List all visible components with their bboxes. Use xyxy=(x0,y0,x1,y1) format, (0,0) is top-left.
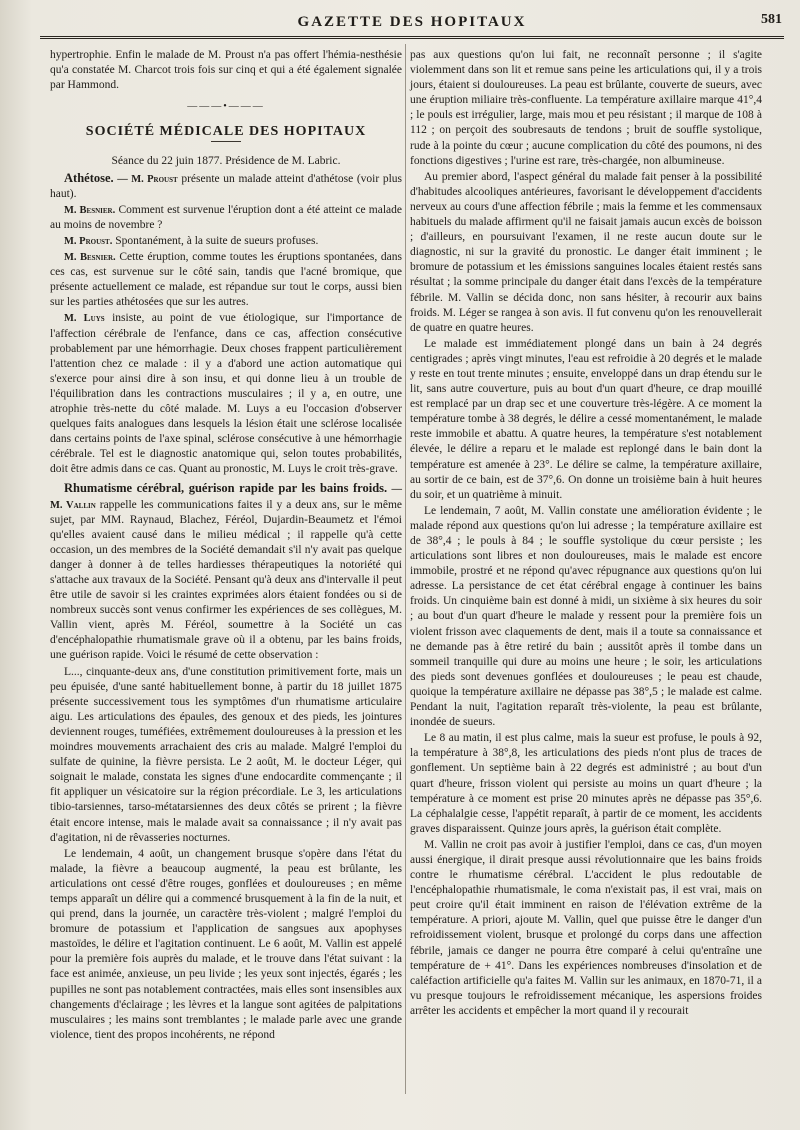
speaker-besnier: M. Besnier. xyxy=(64,252,116,264)
paragraph-rhumatisme xyxy=(50,481,402,663)
running-title: GAZETTE DES HOPITAUX xyxy=(297,14,527,30)
paragraph-lendemain: Le lendemain, 4 août, un changement brusque s'opère dans l'état du malade, la fièvre a beaucoup augmenté, la peau est brûlante, les articulations ont cessé d'être rouges, gonflées et douloureuses ; en même temps apparaît un délire qui a commencé brusquement à la fin de la nuit, et qui prend, dans la journée, un caractère très-violent ; malgré l'emploi du bromure de potassium et l'application de sangsues aux apophyses mastoïdes, le délire et l'agitation continuent. Le 6 août, M. Vallin est appelé pour la première fois auprès du malade, et le trouve dans l'état suivant : la face est animée, anxieuse, un peu livide ; les yeux sont injectés, égarés ; les pupilles ne sont pas notablement contractées, mais elles sont insensibles aux changements d'éclairage ; les lèvres et la langue sont agitées de palpitations musculaires ; les mains sont tremblantes ; le malade parle avec une grande violence, tient des propos incohérents, ne répond xyxy=(50,847,402,1041)
text-besnier-2: Cette éruption, comme toutes les éruptions spontanées, dans ces cas, est survenue sur le côté sain, tandis que l'acné bromique, que présente actuellement ce malade, est répandue sur tout le corps, aussi bien sur les parties athétosées que sur les autres. xyxy=(50,251,403,309)
paragraph-besnier-2 xyxy=(50,250,402,310)
paragraph-proust xyxy=(50,234,402,249)
session-line: Séance du 22 juin 1877. Présidence de M. Labric. xyxy=(111,155,341,168)
text-athetose: présente un malade atteint d'athétose (voir plus haut). xyxy=(50,172,403,200)
page-header xyxy=(40,8,784,39)
ornament-divider: ———•——— xyxy=(187,101,265,113)
paragraph-continuation: pas aux questions qu'on lui fait, ne reconnaît personne ; il s'agite violemment dans son lit et remue sans peine les articulations qui, il y a trois jours, étaient si douloureuses. La peau est brûlante, couverte de sueurs, avec une éruption miliaire très-confluente. La température axillaire marque 41°,4 ; le pouls est irrégulier, large, mais mou et peu résistant ; il marque de 108 à 112 ; on perçoit des soubresauts de tendons ; bruit de souffle systolique, rude à la pointe du cœur ; aucune complication du côté des poumons, ni des fonctions digestives ; l'urine est rare, très-chargée, non albumineuse. xyxy=(410,49,762,167)
paragraph-8-aout: Le 8 au matin, il est plus calme, mais la sueur est profuse, le pouls à 92, la température à 38°,8, les articulations des pieds n'ont plus de traces de gonflement. Un septième bain à 22 degrés est administré ; au bout d'un quart d'heure, frisson violent qui persiste au moins un quart d'heure ; la température à ce moment est prise 20 minutes après ne dépasse pas 35°,6. La céphalalgie cesse, l'appétit reparaît, à partir de ce moment, les accidents graves disparaissent. Quinze jours après, la guérison était complète. xyxy=(410,732,762,835)
paragraph-bain: Le malade est immédiatement plongé dans un bain à 24 degrés centigrades ; après vingt minutes, l'eau est refroidie à 20 degrés et le malade y reste en tout trente minutes ; ensuite, enveloppé dans un drap étendu sur le lit, sans autre couverture, puis au bout d'un quart d'heure, ce drap mouillé est remplacé par un drap sec et une couverture très-légère. A ce moment la température tombe à 38 degrés, le délire a cessé momentanément, le malade reste immobile et abattu. A quatre heures, la température s'est notablement élevée, le délire a reparu et le malade est replongé dans le bain dont la température est amenée à 23°. Le délire se calme, la température axillaire, au sortir de ce bain, est de 37°,6. On donne un troisième bain à huit heures du soir, et un quatrième à minuit. xyxy=(410,337,762,501)
paragraph-7-aout: Le lendemain, 7 août, M. Vallin constate une amélioration évidente ; le malade répond aux questions qu'on lui adresse ; la température axillaire est de 38°,4 ; le pouls à 84 ; le souffle systolique du cœur persiste ; les articulations sont libres et non douloureuses, mais le malade est encore immobile, prostré et ne répond qu'avec répugnance aux questions qu'on lui adresse. La persistance de cet état cérébral engage à continuer les bains froids. Un cinquième bain est donné à midi, un sixième à six heures du soir ; au bout d'un quart d'heure le malade y ressent pour la première fois un violent frisson avec claquements de dent, mais il a toute sa connaissance et ne demande pas à être retiré du bain ; aussitôt après il tombe dans un sommeil tranquille qui dure au moins une heure ; le soir, les articulations des pieds sont devenues gonflées et douloureuses ; le peau est chaude, quoique la température axillaire ne dépasse pas 38°,5 ; le malade est calme. Pendant la nuit, l'agitation reparaît très-violente, la peau est brûlante, inondée de sueurs. xyxy=(410,504,762,729)
rubric-athetose: Athétose. xyxy=(64,170,114,185)
speaker-proust: — M. Proust xyxy=(117,173,178,185)
speaker-luys: M. Luys xyxy=(64,313,105,325)
speaker-besnier: M. Besnier. xyxy=(64,204,116,216)
right-column xyxy=(410,48,762,1020)
text-rhumatisme: rappelle les communications faites il y a deux ans, sur le même sujet, par MM. Raynaud, Blachez, Féréol, Dujardin-Beaumetz et l'émoi qu'elles avaient causé dans le milieu médical ; il rappelle qu'à cette occasion, un des membres de la Société demandait s'il n'y avait pas quelque danger à donner à de telles hardiesses thérapeutiques la notoriété qui s'attache aux travaux de la Société. Pensant qu'à deux ans d'intervalle il peut être utile de savoir si les craintes exprimées alors étaient fondées ou si de nombreux succès sont venus confirmer les expériences de ses collègues, M. Vallin vient, après M. Féréol, soumettre à la Société un cas d'encéphalopathie rhumatismale grave où il a obtenu, par les bains froids, une guérison rapide. Voici le résumé de cette observation : xyxy=(50,498,403,662)
left-column xyxy=(50,48,402,1044)
speaker-proust: M. Proust. xyxy=(64,235,113,247)
paragraph-hypertrophie: hypertrophie. Enfin le malade de M. Proust n'a pas offert l'hémia-nesthésie qu'a constatée M. Charcot trois fois sur cinq et qui a été également signalée par Hammond. xyxy=(50,49,402,92)
text-proust: Spontanément, à la suite de sueurs profuses. xyxy=(115,234,319,247)
text-besnier-1: Comment est survenue l'éruption dont a été atteint ce malade au moins de novembre ? xyxy=(50,203,403,231)
paragraph-premier-abord: Au premier abord, l'aspect général du malade fait penser à la possibilité d'habitudes alcooliques antérieures, favorisant le développement d'accidents nerveux au cours d'une affection fébrile ; mais la femme et les commensaux habituels du malade affirment qu'il ne faisait jamais aucun excès de boisson ; d'ailleurs, en poursuivant l'examen, il ne reste aucun doute sur le diagnostic, ni sur la gravité du pronostic. Le danger était imminent ; le bromure de potassium et les émissions sanguines locales étaient restés sans résultat ; la somme principale du danger était dans l'excès de la température fébrile. M. Vallin se décida donc, non sans hésiter, à recourir aux bains froids. M. Léger se rangea à son avis. Il fut convenu qu'on les renouvellerait de quatre en quatre heures. xyxy=(410,170,762,334)
text-luys: insiste, au point de vue étiologique, sur l'importance de l'affection cérébrale de l'enfance, dans ce cas, affection consécutive probablement par une hémorrhagie. Deux choses frappent particulièrement l'attention chez ce malade : il y a d'abord une action automatique qui s'exerce pour ainsi dire à son insu, et qui donne lieu à un trouble de l'équilibration dans les contractions musculaires ; il y a, en outre, une atrophie très-nette du côté malade. M. Luys a eu l'occasion d'observer quelques faits analogues dans lesquels la lésion était une sclérose localisée dans certains points de l'axe spinal, sclérose consécutive à une hémorrhagie cérébrale. Tel est le diagnostic anatomique qui, selon toutes probabilités, doit être admis dans ce cas. Quant au pronostic, M. Luys le croit très-grave. xyxy=(50,312,403,476)
speaker-vallin: — M. Vallin xyxy=(50,484,402,511)
paragraph-besnier-1 xyxy=(50,203,402,233)
section-title: SOCIÉTÉ MÉDICALE DES HOPITAUX xyxy=(85,124,367,140)
rubric-rhumatisme: Rhumatisme cérébral, guérison rapide par les bains froids. xyxy=(64,481,388,496)
paragraph-justification: M. Vallin ne croit pas avoir à justifier l'emploi, dans ce cas, d'un moyen aussi énergique, il dirait presque aussi révolutionnaire que les bains froids contre le rhumatisme cérébral. L'accident le plus redoutable de l'encéphalopathie rhumatismale, le coma n'existait pas, il est vrai, mais on peut croire qu'il était imminent en raison de l'élévation extrême de la température. A priori, ajoute M. Vallin, quel que puisse être le danger d'un refroidissement violent, brusque et prolongé du corps dans une affection fébrile, jamais ce danger ne pourra être comparé à celui qu'entraîne une température de + 41°. Dans les expériences nombreuses d'insolation et de caléfaction artificielle qu'a faites M. Vallin sur les animaux, en 1870-71, il a vu presque toujours le refroidissement mécanique, les aspersions froides arrêter les accidents et empêcher la mort quand il y recourait xyxy=(410,838,762,1017)
column-rule xyxy=(405,44,406,1094)
paragraph-case: L..., cinquante-deux ans, d'une constitution primitivement forte, mais un peu épuisée, d'une santé habituellement bonne, à partir du 18 juillet 1875 présente successivement tous les symptômes d'un rhumatisme articulaire aigu. Les articulations des épaules, des genoux et des pieds, les jointures deviennent rouges, tuméfiées, extrêmement douloureuses à la pression et les moindres mouvements arrachaient des cris au malade. Malgré l'emploi du sulfate de quinine, la fièvre persista. Le 2 août, M. le docteur Léger, qui soignait le malade, constata les signes d'une endocardite commençante ; il fit appliquer un vésicatoire sur la région précordiale. Le 3, les articulations tibio-tarsiennes, tarso-métatarsiennes des deux côtés se prirent ; la fièvre était encore intense, mais le malade avait sa connaissance ; il n'y avait pas d'agitation, ni de rêvasseries nocturnes. xyxy=(50,665,402,844)
short-rule xyxy=(211,141,241,142)
paragraph-athetose xyxy=(50,171,402,202)
page-number: 581 xyxy=(761,12,782,27)
paragraph-luys xyxy=(50,311,402,477)
